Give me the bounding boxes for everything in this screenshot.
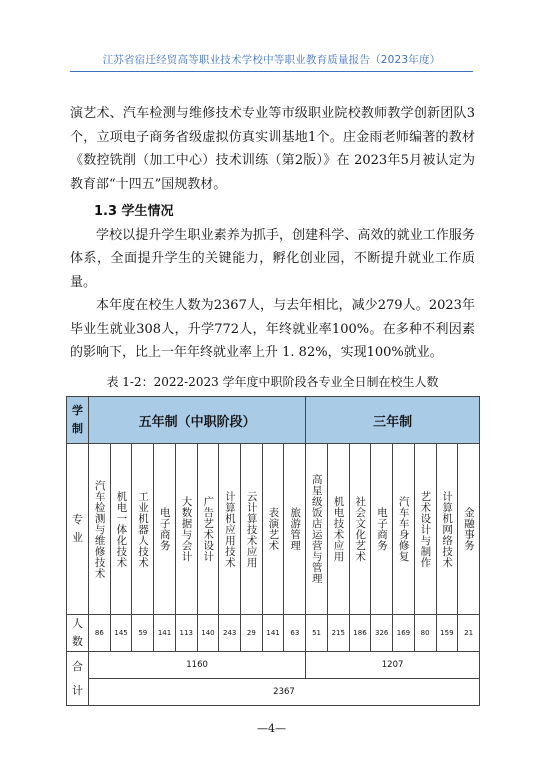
count-cell-five-7: 243 xyxy=(219,615,241,652)
table-row-subtotals xyxy=(67,652,480,679)
major-name: 云计算技术应用 xyxy=(245,490,258,568)
major-name: 计算机网络技术 xyxy=(441,490,454,568)
five-year-total: 1160 xyxy=(89,652,306,679)
major-cell-five-10 xyxy=(284,444,306,615)
page-number: —4— xyxy=(257,722,286,735)
major-cell-three-3 xyxy=(349,444,371,615)
major-name: 电子商务 xyxy=(158,507,171,551)
major-name: 工业机器人技术 xyxy=(137,490,150,568)
major-cell-five-7 xyxy=(219,444,241,615)
major-cell-five-8 xyxy=(241,444,263,615)
major-name: 高星级饭店运营与管理 xyxy=(310,474,323,584)
count-cell-three-7: 159 xyxy=(436,615,458,652)
count-cell-five-3: 59 xyxy=(132,615,154,652)
major-cell-five-2 xyxy=(110,444,132,615)
major-name: 机电一体化技术 xyxy=(115,490,128,568)
paragraph-3: 本年度在校生人数为2367人，与去年相比，减少279人。2023年毕业生就业308人，升学772人，年终就业率100%。在多种不利因素的影响下，比上一年年终就业率上升 1. 82%，实现100%就业。 xyxy=(70,298,475,360)
count-cell-five-6: 140 xyxy=(197,615,219,652)
grand-total: 2367 xyxy=(89,679,480,706)
major-cell-three-7 xyxy=(436,444,458,615)
header-rule xyxy=(70,71,473,72)
count-cell-five-2: 145 xyxy=(110,615,132,652)
school-system-label xyxy=(67,397,89,444)
three-year-total: 1207 xyxy=(306,652,480,679)
major-name: 旅游管理 xyxy=(289,507,302,551)
five-year-group-header: 五年制（中职阶段） xyxy=(89,397,306,444)
major-cell-five-1 xyxy=(89,444,111,615)
major-cell-three-6 xyxy=(414,444,436,615)
count-cell-five-4: 141 xyxy=(154,615,176,652)
section-title: 1.3 学生情况 xyxy=(94,204,174,219)
count-cell-three-3: 186 xyxy=(349,615,371,652)
major-name: 社会文化艺术 xyxy=(354,496,367,562)
count-cell-three-1: 51 xyxy=(306,615,328,652)
enrollment-table xyxy=(66,396,480,706)
school-system-text: 学制 xyxy=(72,404,83,435)
major-cell-five-5 xyxy=(175,444,197,615)
major-name: 大数据与会计 xyxy=(180,496,193,562)
major-cell-five-9 xyxy=(262,444,284,615)
count-cell-three-6: 80 xyxy=(414,615,436,652)
major-name: 汽车车身修复 xyxy=(397,496,410,562)
major-cell-three-2 xyxy=(327,444,349,615)
table-caption: 表 1-2：2022-2023 学年度中职阶段各专业全日制在校生人数 xyxy=(106,375,439,389)
major-name: 金融事务 xyxy=(462,507,475,551)
major-name: 汽车检测与维修技术 xyxy=(93,479,106,579)
count-cell-three-4: 326 xyxy=(371,615,393,652)
count-cell-five-1: 86 xyxy=(89,615,111,652)
count-cell-five-10: 63 xyxy=(284,615,306,652)
table-row-school-system xyxy=(67,397,480,444)
total-label-text: 合计 xyxy=(72,659,83,697)
count-label-text: 人数 xyxy=(72,617,83,648)
count-label xyxy=(67,615,89,652)
major-label: 专业 xyxy=(67,444,89,615)
major-name: 广告艺术设计 xyxy=(202,496,215,562)
major-cell-five-3 xyxy=(132,444,154,615)
total-label xyxy=(67,652,89,706)
major-cell-five-4 xyxy=(154,444,176,615)
table-row-majors xyxy=(67,444,480,615)
count-cell-five-8: 29 xyxy=(241,615,263,652)
count-cell-three-2: 215 xyxy=(327,615,349,652)
major-name: 表演艺术 xyxy=(267,507,280,551)
three-year-group-header: 三年制 xyxy=(306,397,480,444)
major-cell-five-6 xyxy=(197,444,219,615)
major-name: 艺术设计与制作 xyxy=(419,490,432,568)
major-cell-three-8 xyxy=(458,444,480,615)
table-row-grand-total xyxy=(67,679,480,706)
major-name: 计算机应用技术 xyxy=(223,490,236,568)
major-cell-three-5 xyxy=(393,444,415,615)
major-name: 电子商务 xyxy=(375,507,388,551)
major-name: 机电技术应用 xyxy=(332,496,345,562)
paragraph-1: 演艺术、汽车检测与维修技术专业等市级职业院校教师教学创新团队3个，立项电子商务省级虚拟仿真实训基地1个。庄金雨老师编著的教材《数控铣削（加工中心）技术训练（第2版）》在 2023年5月被认定为教育部“十四五”国规教材。 xyxy=(70,106,475,192)
major-cell-three-1 xyxy=(306,444,328,615)
table-row-counts xyxy=(67,615,480,652)
page-header: 江苏省宿迁经贸高等职业技术学校中等职业教育质量报告（2023年度） xyxy=(102,54,441,66)
body-text xyxy=(70,102,475,365)
count-cell-five-5: 113 xyxy=(175,615,197,652)
major-cell-three-4 xyxy=(371,444,393,615)
count-cell-five-9: 141 xyxy=(262,615,284,652)
count-cell-three-8: 21 xyxy=(458,615,480,652)
paragraph-2: 学校以提升学生职业素养为抓手，创建科学、高效的就业工作服务体系，全面提升学生的关键能力，孵化创业园，不断提升就业工作质量。 xyxy=(70,227,475,290)
count-cell-three-5: 169 xyxy=(393,615,415,652)
